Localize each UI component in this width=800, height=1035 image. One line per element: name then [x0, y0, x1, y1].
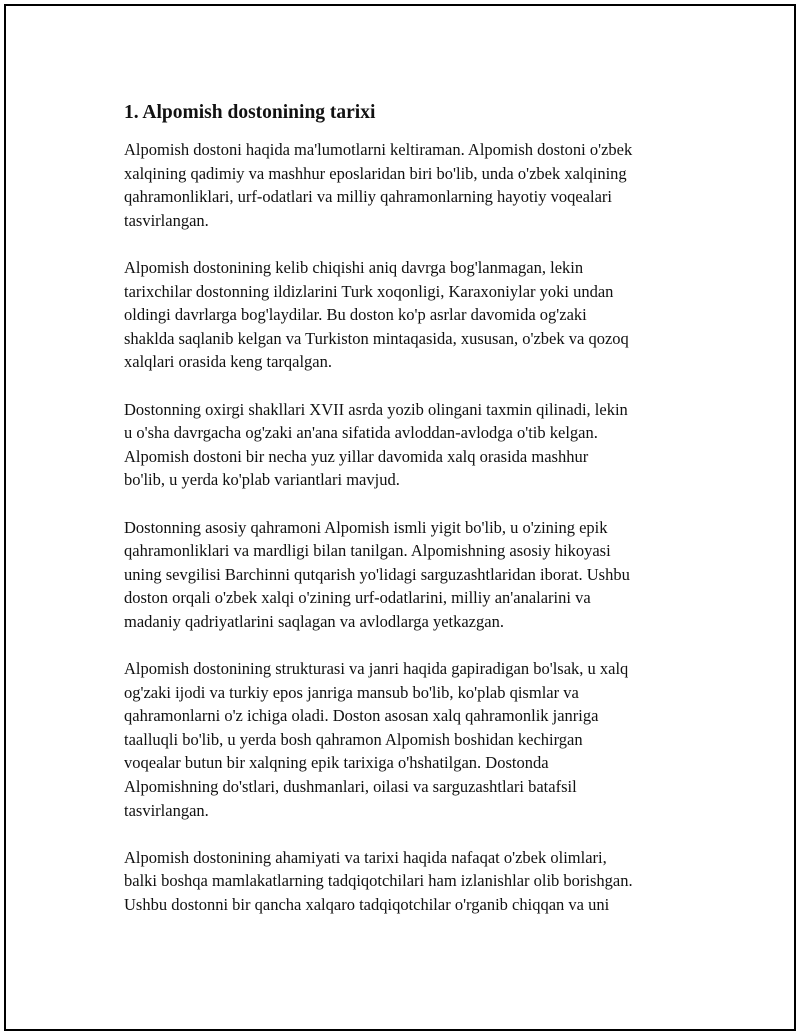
paragraph-2: Alpomish dostonining kelib chiqishi aniq davrga bog'lanmagan, lekin tarixchilar dostonning ildizlarini Turk xoqonligi, Karaxoniylar yoki undan oldingi davrlarga bog'laydilar. Bu doston ko'p asrlar davomida og'zaki shaklda saqlanib kelgan va Turkiston mintaqasida, xususan, o'zbek va qozoq xalqlari orasida keng tarqalgan.: [124, 257, 629, 372]
paragraph-1: Alpomish dostoni haqida ma'lumotlarni keltiraman. Alpomish dostoni o'zbek xalqining qadimiy va mashhur eposlaridan biri bo'lib, unda o'zbek xalqining qahramonliklari, urf-odatlari va milliy qahramonlarning hayotiy voqealari tasvirlangan.: [124, 140, 633, 230]
paragraph-6: Alpomish dostonining ahamiyati va tarixi haqida nafaqat o'zbek olimlari, balki boshqa mamlakatlarning tadqiqotchilari ham izlanishlar olib borishgan. Ushbu dostonni bir qancha xalqaro tadqiqotchilar o'rganib chiqqan va uni: [124, 847, 633, 914]
section-heading: 1. Alpomish dostonining tarixi: [124, 102, 376, 123]
paragraph-5: Alpomish dostonining strukturasi va janri haqida gapiradigan bo'lsak, u xalq og'zaki ijodi va turkiy epos janriga mansub bo'lib, ko'plab qismlar va qahramonlarni o'z ichiga oladi. Doston asosan xalq qahramonlik janriga taalluqli bo'lib, u yerda bosh qahramon Alpomish boshidan kechirgan voqealar butun bir xalqning epik tarixiga o'hshatilgan. Dostonda Alpomishning do'stlari, dushmanlari, oilasi va sarguzashtlari batafsil tasvirlangan.: [124, 659, 629, 820]
paragraph-3: Dostonning oxirgi shakllari XVII asrda yozib olingani taxmin qilinadi, lekin u o'sha davrgacha og'zaki an'ana sifatida avloddan-avlodga o'tib kelgan. Alpomish dostoni bir necha yuz yillar davomida xalq orasida mashhur bo'lib, u yerda ko'plab variantlari mavjud.: [124, 399, 628, 490]
document-body: [124, 100, 704, 940]
paragraph-4: Dostonning asosiy qahramoni Alpomish ismli yigit bo'lib, u o'zining epik qahramonliklari va mardligi bilan tanilgan. Alpomishning asosiy hikoyasi uning sevgilisi Barchinni qutqarish yo'lidagi sarguzashtlaridan iborat. Ushbu doston orqali o'zbek xalqi o'zining urf-odatlarini, milliy an'analarini va madaniy qadriyatlarini saqlagan va avlodlarga yetkazgan.: [124, 517, 630, 631]
page-frame: [4, 4, 796, 1031]
